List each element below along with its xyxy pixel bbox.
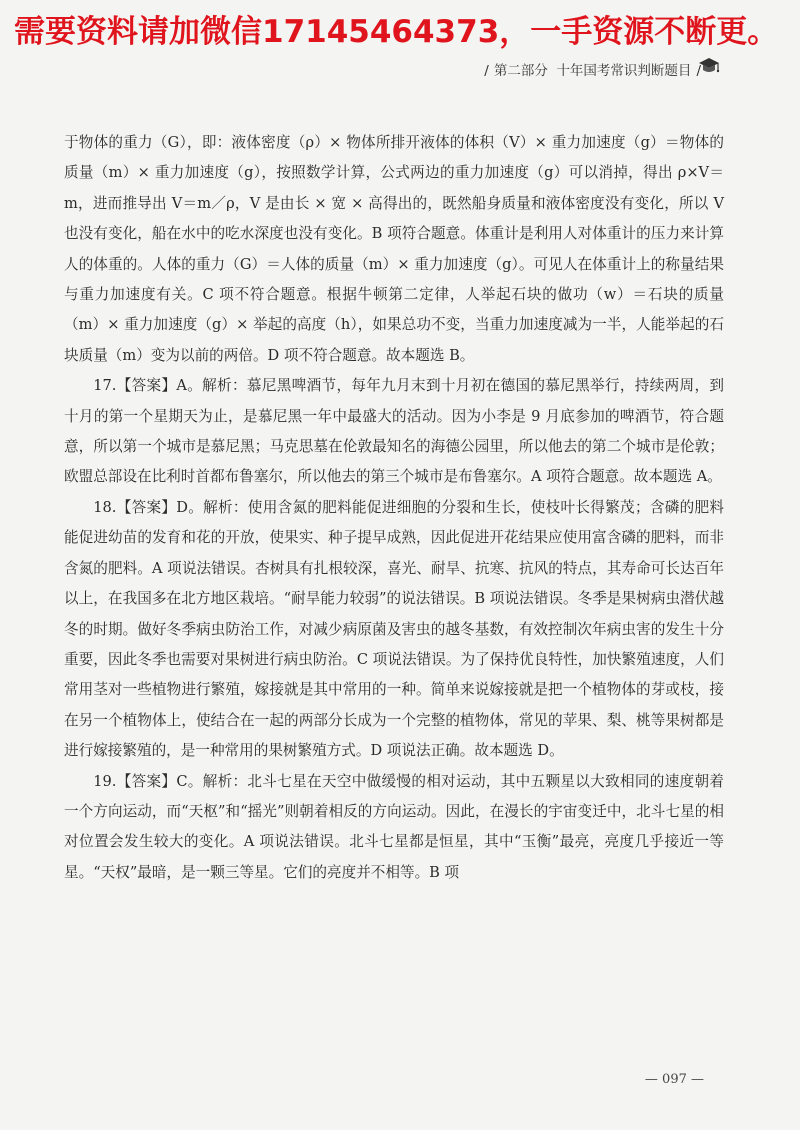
header-slash: / — [484, 63, 489, 79]
answer-18: 18.【答案】D。解析：使用含氮的肥料能促进细胞的分裂和生长，使枝叶长得繁茂；含磷的肥料能促进幼苗的发育和花的开放，使果实、种子提早成熟，因此促进开花结果应使用富含磷的肥料，而非含氮的肥料。A 项说法错误。杏树具有扎根较深，喜光、耐旱、抗寒、抗风的特点，其寿命可长达百年以上，在我国多在北方地区栽培。“耐旱能力较弱”的说法错误。B 项说法错误。冬季是果树病虫潜伏越冬的时期。做好冬季病虫防治工作，对减少病原菌及害虫的越冬基数，有效控制次年病虫害的发生十分重要，因此冬季也需要对果树进行病虫防治。C 项说法错误。为了保持优良特性，加快繁殖速度，人们常用茎对一些植物进行繁殖，嫁接就是其中常用的一种。简单来说嫁接就是把一个植物体的芽或枝，接在另一个植物体上，使结合在一起的两部分长成为一个完整的植物体，常见的苹果、梨、桃等果树都是进行嫁接繁殖的，是一种常用的果树繁殖方式。D 项说法正确。故本题选 D。 — [64, 498, 724, 760]
header-section: 十年国考常识判断题目 — [556, 63, 692, 79]
watermark-banner: 需要资料请加微信17145464373，一手资源不断更。 — [14, 14, 779, 50]
header-slash: / — [696, 63, 701, 79]
header-part: 第二部分 — [493, 63, 548, 79]
graduation-cap-icon — [698, 56, 720, 76]
page-body — [64, 128, 724, 888]
paragraph-continued: 于物体的重力（G），即：液体密度（ρ）× 物体所排开液体的体积（V）× 重力加速度（g）＝物体的质量（m）× 重力加速度（g），按照数学计算，公式两边的重力加速度（g）可以消掉，得出 ρ×V＝m，进而推导出 V＝m／ρ，V 是由长 × 宽 × 高得出的，既然船身质量和液体密度没有变化，所以 V 也没有变化，船在水中的吃水深度也没有变化。B 项符合题意。体重计是利用人对体重计的压力来计算人的体重的。人体的重力（G）＝人体的质量（m）× 重力加速度（g）。可见人在体重计上的称量结果与重力加速度有关。C 项不符合题意。根据牛顿第二定律，人举起石块的做功（w）＝石块的质量（m）× 重力加速度（g）× 举起的高度（h），如果总功不变，当重力加速度减为一半，人能举起的石块质量（m）变为以前的两倍。D 项不符合题意。故本题选 B。 — [64, 134, 724, 364]
answer-17: 17.【答案】A。解析：慕尼黑啤酒节，每年九月末到十月初在德国的慕尼黑举行，持续两周，到十月的第一个星期天为止，是慕尼黑一年中最盛大的活动。因为小李是 9 月底参加的啤酒节，符合题意，所以第一个城市是慕尼黑；马克思墓在伦敦最知名的海德公园里，所以他去的第二个城市是伦敦；欧盟总部设在比利时首都布鲁塞尔，所以他去的第三个城市是布鲁塞尔。A 项符合题意。故本题选 A。 — [64, 377, 724, 486]
answer-19: 19.【答案】C。解析：北斗七星在天空中做缓慢的相对运动，其中五颗星以大致相同的速度朝着一个方向运动，而“天枢”和“摇光”则朝着相反的方向运动。因此，在漫长的宇宙变迁中，北斗七星的相对位置会发生较大的变化。A 项说法错误。北斗七星都是恒星，其中“玉衡”最亮，亮度几乎接近一等星。“天权”最暗，是一颗三等星。它们的亮度并不相等。B 项 — [64, 772, 724, 881]
page-number: — 097 — — [644, 1072, 704, 1087]
running-header — [479, 59, 706, 79]
